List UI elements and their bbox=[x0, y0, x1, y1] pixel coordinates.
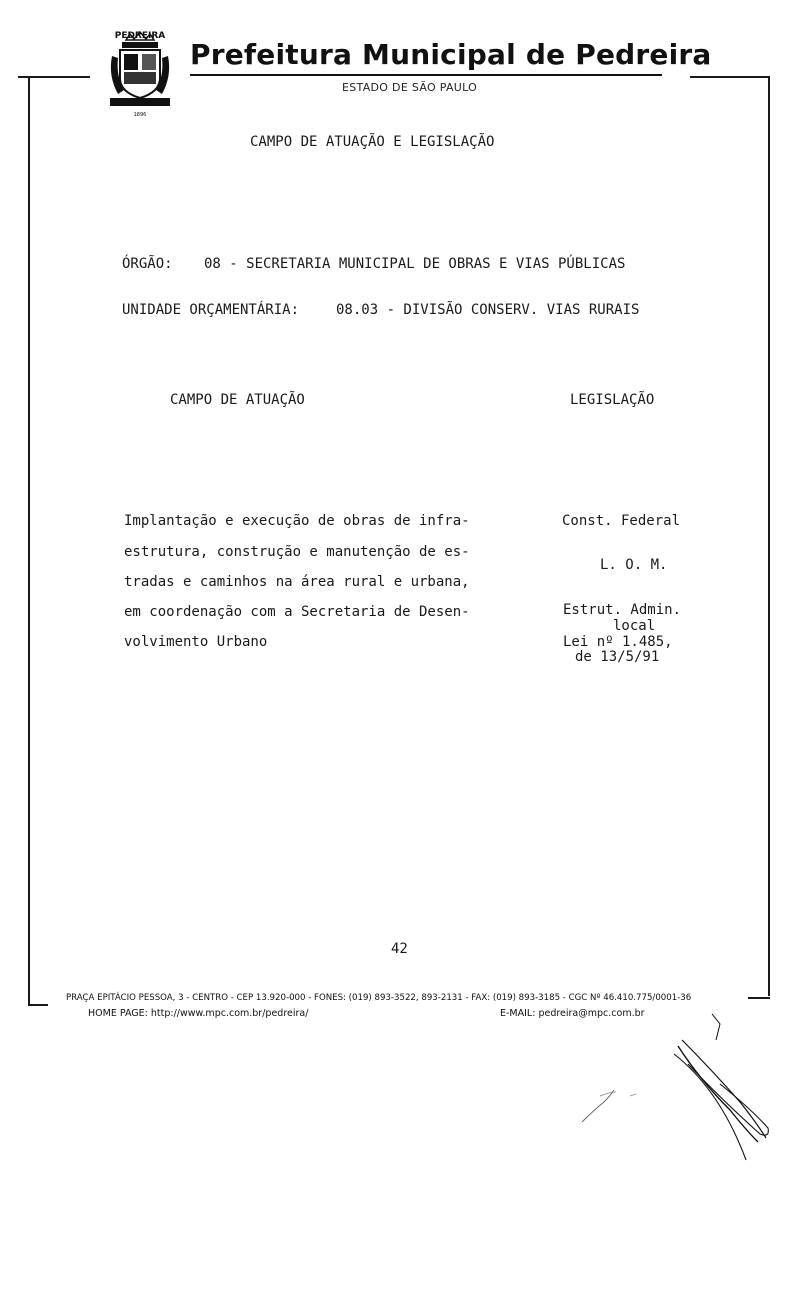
svg-text:1896: 1896 bbox=[133, 112, 147, 118]
legislacao-estrut-2: local bbox=[613, 618, 656, 634]
document-heading: CAMPO DE ATUAÇÃO E LEGISLAÇÃO bbox=[250, 134, 495, 150]
campo-line-2: estrutura, construção e manutenção de es- bbox=[124, 544, 470, 560]
orgao-label: ÓRGÃO: bbox=[122, 256, 173, 272]
legislacao-const: Const. Federal bbox=[562, 513, 681, 529]
legislacao-lei-2: de 13/5/91 bbox=[575, 649, 660, 665]
campo-line-1: Implantação e execução de obras de infra- bbox=[124, 513, 470, 529]
frame-bottom-left bbox=[28, 1004, 48, 1006]
letterhead-state: ESTADO DE SÃO PAULO bbox=[342, 81, 478, 94]
frame-bottom-right bbox=[748, 997, 770, 999]
unidade-value: 08.03 - DIVISÃO CONSERV. VIAS RURAIS bbox=[336, 302, 640, 318]
legislacao-lei-1: Lei nº 1.485, bbox=[563, 634, 673, 650]
footer-email: E-MAIL: pedreira@mpc.com.br bbox=[500, 1008, 645, 1019]
page-number: 42 bbox=[391, 941, 408, 957]
signature-scribble bbox=[570, 1010, 780, 1170]
letterhead-title: Prefeitura Municipal de Pedreira bbox=[190, 38, 712, 71]
frame-top-right bbox=[690, 76, 770, 78]
campo-line-4: em coordenação com a Secretaria de Desen- bbox=[124, 604, 470, 620]
column-header-legislacao: LEGISLAÇÃO bbox=[570, 392, 655, 408]
orgao-value: 08 - SECRETARIA MUNICIPAL DE OBRAS E VIAS PÚBLICAS bbox=[204, 256, 626, 272]
footer-homepage: HOME PAGE: http://www.mpc.com.br/pedreira/ bbox=[88, 1008, 309, 1019]
crest-logo bbox=[104, 26, 176, 120]
legislacao-lom: L. O. M. bbox=[600, 557, 668, 573]
title-underline bbox=[190, 74, 662, 76]
column-header-campo: CAMPO DE ATUAÇÃO bbox=[170, 392, 305, 408]
crest-label: PEDREIRA bbox=[114, 31, 166, 41]
frame-right bbox=[768, 76, 770, 996]
campo-line-3: tradas e caminhos na área rural e urbana, bbox=[124, 574, 470, 590]
campo-line-5: volvimento Urbano bbox=[124, 634, 268, 650]
unidade-label: UNIDADE ORÇAMENTÁRIA: bbox=[122, 302, 300, 318]
footer-address: PRAÇA EPITÁCIO PESSOA, 3 - CENTRO - CEP 13.920-000 - FONES: (019) 893-3522, 893-2131 - FAX: (019) 893-3185 - CGC Nº 46.410.775/0001-36 bbox=[66, 993, 692, 1003]
frame-left bbox=[28, 76, 30, 1006]
legislacao-estrut-1: Estrut. Admin. bbox=[563, 602, 682, 618]
